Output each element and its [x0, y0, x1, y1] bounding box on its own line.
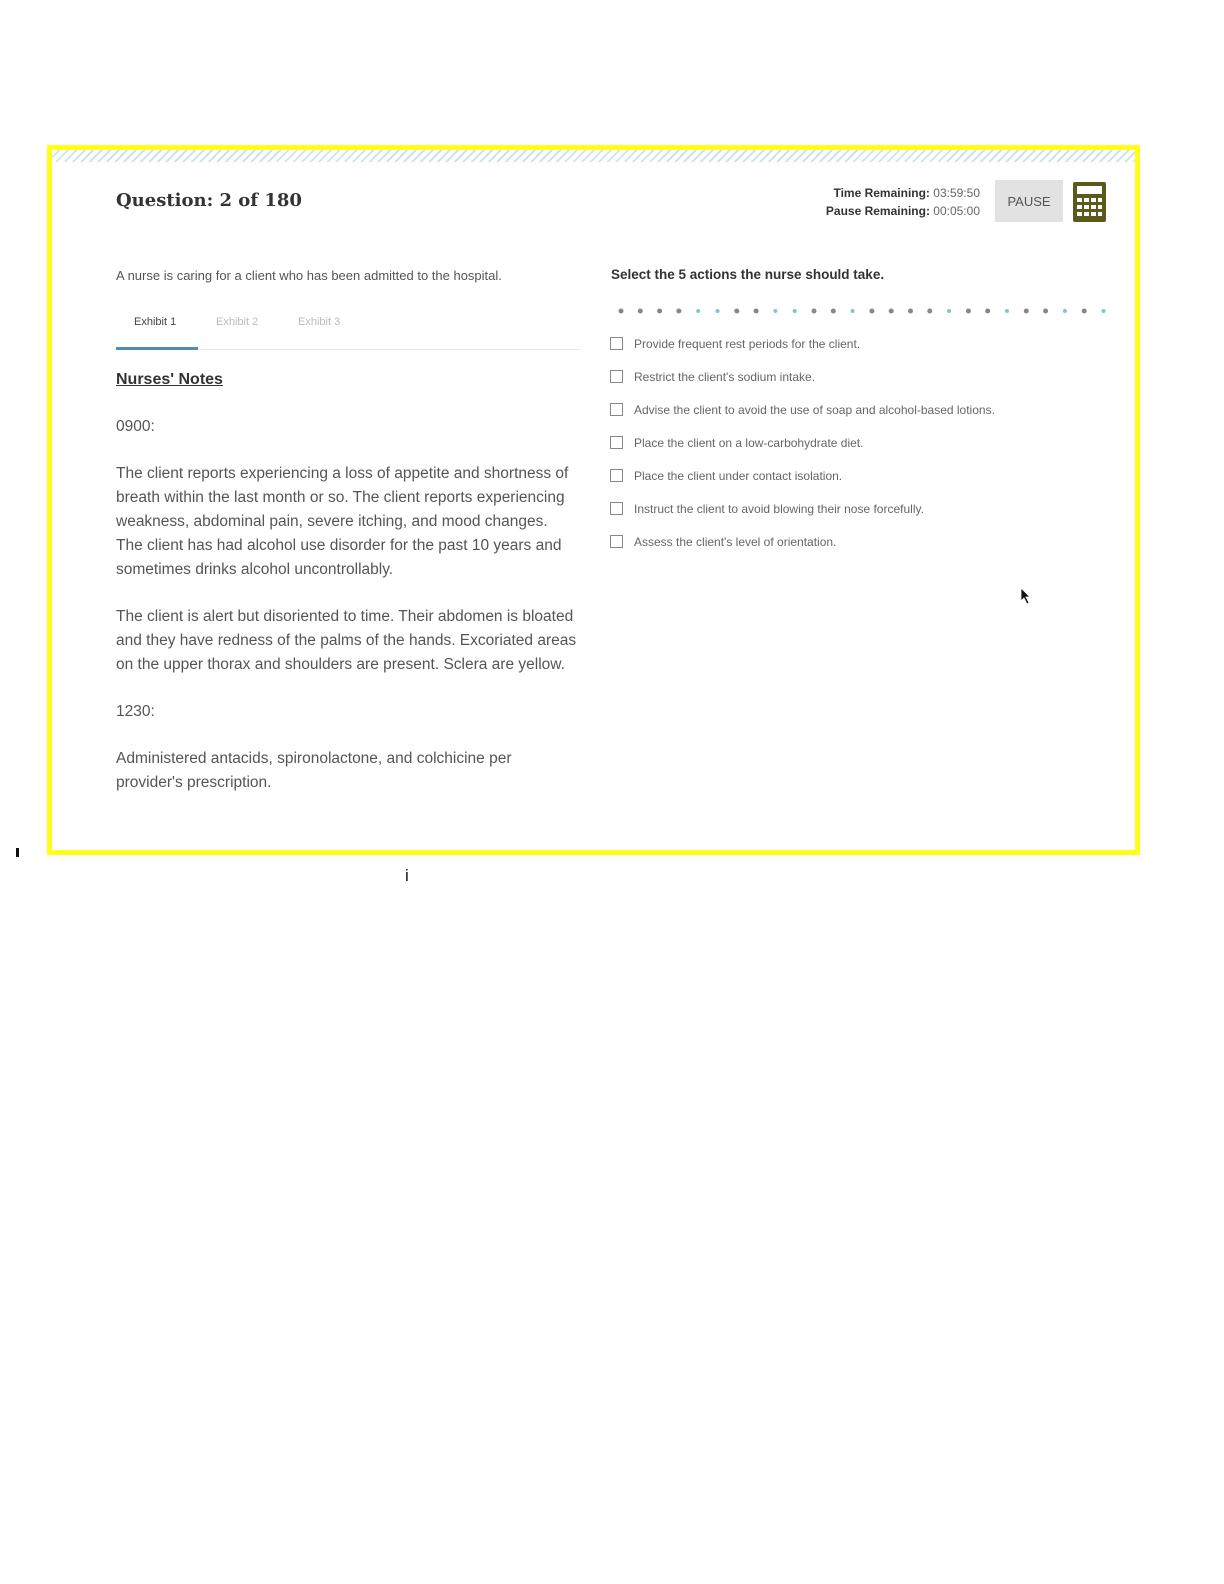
option-2-checkbox[interactable]: [610, 370, 623, 383]
timers: [826, 184, 980, 220]
pause-remaining: [826, 202, 980, 220]
note-paragraph-3: Administered antacids, spironolactone, and colchicine per provider's prescription.: [116, 750, 512, 791]
stray-character: i: [405, 866, 409, 885]
divider-dot: [889, 309, 894, 314]
active-tab-indicator: [116, 347, 198, 350]
divider-dot: [831, 309, 836, 314]
question-instruction: Select the 5 actions the nurse should take.: [611, 267, 885, 282]
divider-dot: [793, 309, 797, 313]
option-7-label[interactable]: Assess the client's level of orientation.: [634, 535, 837, 549]
tab-exhibit-3[interactable]: Exhibit 3: [298, 316, 341, 328]
note-paragraph-2: The client is alert but disoriented to time. Their abdomen is bloated and they have redness of the palms of the hands. Excoriated areas on the upper thorax and shoulders are present. Sclera are yellow.: [116, 608, 577, 673]
notes-title: Nurses' Notes: [116, 371, 223, 388]
divider-dot: [927, 309, 932, 314]
calculator-icon[interactable]: [1072, 181, 1107, 223]
question-counter: Question: 2 of 180: [116, 190, 302, 211]
divider-dot: [716, 309, 720, 313]
divider-dot: [734, 309, 739, 314]
divider-dot: [812, 309, 817, 314]
tab-exhibit-2[interactable]: Exhibit 2: [216, 316, 259, 328]
pause-remaining-label: Pause Remaining:: [825, 204, 930, 218]
divider-dot: [619, 309, 624, 314]
divider-dot: [985, 309, 990, 314]
option-3-label[interactable]: Advise the client to avoid the use of soap and alcohol-based lotions.: [634, 403, 995, 417]
divider-dot: [1005, 309, 1009, 313]
option-4-checkbox[interactable]: [610, 436, 623, 449]
option-4-label[interactable]: Place the client on a low-carbohydrate diet.: [634, 436, 864, 450]
option-6-checkbox[interactable]: [610, 502, 623, 515]
divider-dot: [754, 309, 759, 314]
divider-dot: [869, 309, 874, 314]
option-1-checkbox[interactable]: [610, 337, 623, 350]
mouse-cursor-icon: [1020, 587, 1032, 605]
divider-dot: [1063, 309, 1067, 313]
pause-button[interactable]: PAUSE: [995, 180, 1063, 222]
option-5-label[interactable]: Place the client under contact isolation.: [634, 469, 843, 483]
divider-dot: [638, 309, 643, 314]
nurses-notes: [116, 368, 578, 818]
divider-dot: [1043, 309, 1048, 314]
dotted-divider: [615, 305, 1115, 317]
exhibit-tabs: [116, 306, 580, 350]
divider-dot: [966, 309, 971, 314]
option-1-label[interactable]: Provide frequent rest periods for the client.: [634, 337, 861, 351]
option-7-checkbox[interactable]: [610, 535, 623, 548]
question-stem: A nurse is caring for a client who has been admitted to the hospital.: [116, 268, 502, 283]
divider-dot: [773, 309, 777, 313]
tab-exhibit-1[interactable]: Exhibit 1: [134, 316, 177, 328]
time-remaining: [826, 184, 980, 202]
divider-dot: [908, 309, 913, 314]
divider-dot: [947, 309, 951, 313]
divider-dot: [657, 309, 662, 314]
time-remaining-value: 03:59:50: [933, 186, 980, 200]
header-stripe: [52, 150, 1135, 162]
divider-dot: [696, 309, 700, 313]
pause-remaining-value: 00:05:00: [933, 204, 980, 218]
divider-dot: [1024, 309, 1029, 314]
option-5-checkbox[interactable]: [610, 469, 623, 482]
divider-dot: [1082, 309, 1087, 314]
divider-dot: [1102, 309, 1106, 313]
divider-dot: [676, 309, 681, 314]
time-remaining-label: Time Remaining:: [833, 186, 930, 200]
stray-mark: [16, 848, 19, 857]
divider-dot: [851, 309, 855, 313]
note-paragraph-1: The client reports experiencing a loss of appetite and shortness of breath within the last month or so. The client reports experiencing weakness, abdominal pain, severe itching, and mood changes. The client has had alcohol use disorder for the past 10 years and sometimes drinks alcohol uncontrollably.: [116, 465, 569, 578]
note-time-0900: 0900:: [116, 418, 155, 435]
option-3-checkbox[interactable]: [610, 403, 623, 416]
option-2-label[interactable]: Restrict the client's sodium intake.: [634, 370, 816, 384]
note-time-1230: 1230:: [116, 703, 155, 720]
option-6-label[interactable]: Instruct the client to avoid blowing their nose forcefully.: [634, 502, 924, 516]
exam-window: [47, 145, 1140, 855]
